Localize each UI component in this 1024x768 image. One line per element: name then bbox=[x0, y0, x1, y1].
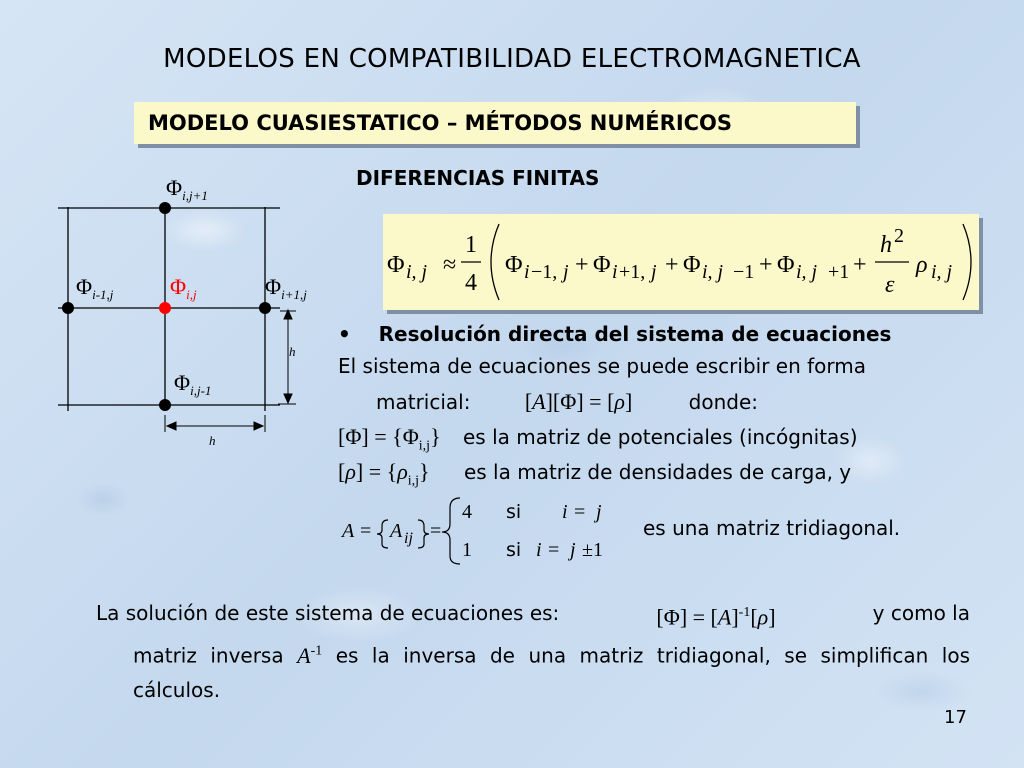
svg-text:−1,: −1, bbox=[531, 261, 558, 283]
label-right: $\Phi_{i+1,j}$ bbox=[265, 274, 307, 302]
label-left: $\Phi_{i-1,j}$ bbox=[76, 274, 114, 302]
svg-text:±1: ±1 bbox=[582, 539, 603, 561]
svg-text:i, j: i, j bbox=[796, 261, 818, 283]
svg-text:+: + bbox=[759, 252, 773, 278]
label-h-horizontal: h bbox=[209, 433, 216, 448]
label-center: $\Phi_{i,j}$ bbox=[170, 274, 197, 302]
svg-text:2: 2 bbox=[894, 225, 904, 247]
svg-text:ρ: ρ bbox=[916, 252, 928, 278]
svg-text:A: A bbox=[390, 520, 403, 542]
label-bottom: $\Phi_{i,j-1}$ bbox=[174, 370, 212, 398]
solution-paragraph bbox=[96, 596, 970, 707]
matrix-intro-line: El sistema de ecuaciones se puede escribir en forma bbox=[338, 354, 866, 378]
svg-text:=: = bbox=[574, 501, 586, 523]
potentials-line bbox=[338, 424, 858, 454]
svg-text:ij: ij bbox=[404, 530, 413, 547]
svg-text:si: si bbox=[506, 501, 522, 523]
svg-text:+: + bbox=[665, 252, 679, 278]
section-heading: DIFERENCIAS FINITAS bbox=[356, 166, 600, 190]
svg-text:i, j: i, j bbox=[406, 261, 428, 283]
bullet-heading-text: Resolución directa del sistema de ecuaciones bbox=[378, 322, 892, 346]
svg-text:Φ: Φ bbox=[683, 252, 701, 278]
node-center bbox=[159, 302, 171, 314]
svg-text:A: A bbox=[342, 520, 355, 542]
page-number: 17 bbox=[944, 707, 967, 728]
svg-text:Φ: Φ bbox=[387, 252, 405, 278]
node-right bbox=[259, 302, 271, 314]
densities-def: $[\rho] = \{\rho_{i,j}\}$ bbox=[338, 459, 430, 489]
inverse-symbol: $A^{-1}$ bbox=[297, 642, 323, 668]
svg-text:j: j bbox=[563, 261, 569, 283]
finite-difference-equation bbox=[383, 214, 979, 310]
svg-text:=: = bbox=[548, 539, 560, 561]
node-top bbox=[159, 202, 171, 214]
potentials-def: $[\Phi] = \{\Phi_{i,j}\}$ bbox=[338, 424, 441, 454]
svg-text:i, j: i, j bbox=[931, 261, 953, 283]
svg-text:j: j bbox=[570, 539, 576, 561]
svg-text:Φ: Φ bbox=[777, 252, 795, 278]
svg-text:i: i bbox=[562, 501, 568, 523]
solution-line-1 bbox=[96, 596, 970, 634]
label-h-vertical: h bbox=[289, 344, 296, 359]
svg-text:+1: +1 bbox=[828, 261, 850, 283]
svg-text:4: 4 bbox=[465, 270, 477, 296]
svg-text:j: j bbox=[596, 501, 602, 523]
node-bottom bbox=[159, 399, 171, 411]
svg-text:ε: ε bbox=[885, 272, 895, 298]
page-title: MODELOS EN COMPATIBILIDAD ELECTROMAGNETICA bbox=[163, 44, 861, 74]
bullet-icon: • bbox=[338, 322, 351, 346]
svg-text:i: i bbox=[612, 261, 618, 283]
densities-line bbox=[338, 459, 851, 489]
svg-text:−1: −1 bbox=[733, 261, 755, 283]
solution-text-d: es la inversa de una matriz tridiagonal, se simplifican los cálculos. bbox=[133, 643, 970, 702]
solution-text-a: La solución de este sistema de ecuaciones es: bbox=[96, 601, 560, 625]
solution-equation: $[\Phi] = [A]^{-1}[\rho]$ bbox=[656, 604, 776, 630]
tridiagonal-text: es una matriz tridiagonal. bbox=[643, 516, 901, 540]
svg-text:1: 1 bbox=[462, 539, 472, 561]
svg-text:j: j bbox=[651, 261, 657, 283]
svg-text:i: i bbox=[524, 261, 530, 283]
bullet-heading bbox=[338, 322, 891, 346]
svg-text:4: 4 bbox=[462, 501, 472, 523]
svg-text:i, j: i, j bbox=[702, 261, 724, 283]
svg-text:=: = bbox=[430, 520, 442, 542]
solution-text-c: matriz inversa bbox=[133, 643, 284, 668]
subtitle-box: MODELO CUASIESTATICO – MÉTODOS NUMÉRICOS bbox=[134, 102, 856, 144]
matrix-equation: [A][Φ] = [ρ] bbox=[524, 389, 633, 414]
densities-text: es la matriz de densidades de carga, y bbox=[463, 460, 852, 484]
label-top: $\Phi_{i,j+1}$ bbox=[166, 175, 208, 203]
solution-continuation bbox=[96, 634, 970, 706]
svg-text:Φ: Φ bbox=[505, 252, 523, 278]
potentials-text: es la matriz de potenciales (incógnitas) bbox=[462, 425, 858, 449]
solution-text-b: y como la bbox=[872, 601, 970, 625]
svg-text:Φ: Φ bbox=[593, 252, 611, 278]
svg-text:≈: ≈ bbox=[443, 252, 457, 278]
equation-box bbox=[383, 214, 979, 310]
matrix-form-prefix: matricial: bbox=[376, 390, 471, 414]
tridiagonal-definition bbox=[338, 494, 638, 566]
svg-text:+1,: +1, bbox=[619, 261, 646, 283]
svg-text:h: h bbox=[880, 232, 892, 258]
node-left bbox=[62, 302, 74, 314]
svg-text:i: i bbox=[536, 539, 542, 561]
svg-text:=: = bbox=[360, 520, 372, 542]
svg-text:1: 1 bbox=[465, 232, 477, 258]
svg-text:si: si bbox=[506, 539, 522, 561]
finite-difference-grid bbox=[40, 170, 340, 460]
svg-text:+: + bbox=[575, 252, 589, 278]
matrix-form-line bbox=[376, 389, 758, 415]
svg-text:+: + bbox=[853, 252, 867, 278]
matrix-form-suffix: donde: bbox=[688, 390, 759, 414]
